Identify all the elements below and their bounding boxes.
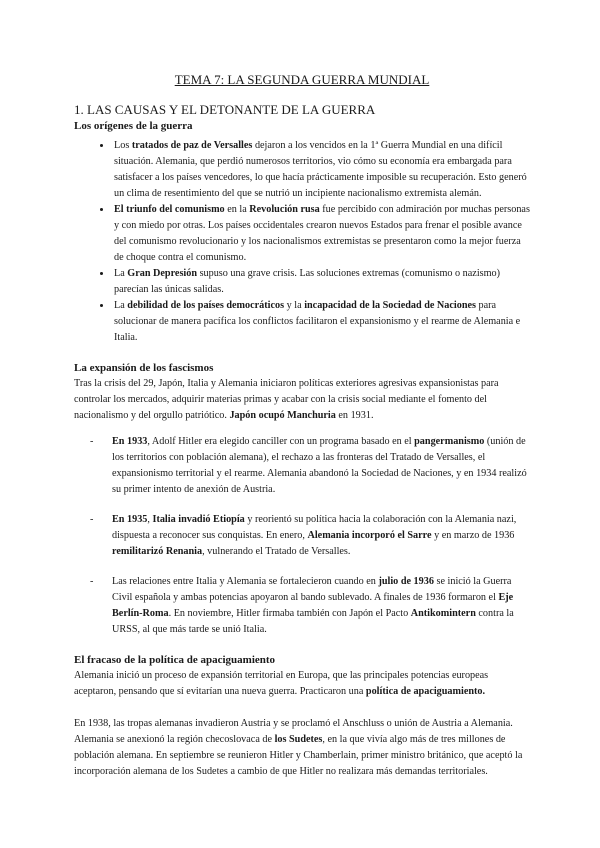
text-run: Los bbox=[114, 140, 132, 151]
text-run: , Adolf Hitler era elegido canciller con un programa basado en el bbox=[147, 436, 415, 447]
text-run: supuso una grave crisis. Las soluciones extremas (comunismo o nazismo) parecían las únicas salidas. bbox=[114, 268, 501, 295]
text-run: La bbox=[114, 268, 128, 279]
text-run: y la bbox=[284, 300, 305, 311]
text-run: se inició la Guerra Civil española y ambas potencias apoyaron al bando sublevado. A finales de 1936 formaron el bbox=[112, 576, 512, 603]
text-run: , vulnerando el Tratado de Versalles. bbox=[202, 546, 351, 557]
bold-text: Gran Depresión bbox=[127, 268, 198, 279]
text-run: En 1938, las tropas alemanas invadieron Austria y se proclamó el Anschluss o unión de Austria a Alemania. Alemania se anexionó la región checoslovaca de bbox=[74, 718, 513, 745]
document-title: TEMA 7: LA SEGUNDA GUERRA MUNDIAL bbox=[174, 72, 430, 87]
bold-text: Italia invadió Etiopía bbox=[152, 514, 245, 525]
origins-bullet-list bbox=[74, 138, 530, 346]
origins-heading: Los orígenes de la guerra bbox=[74, 120, 193, 132]
origins-bullet bbox=[112, 202, 530, 266]
appeasement-heading: El fracaso de la política de apaciguamiento bbox=[74, 654, 276, 666]
text-run: . En noviembre, Hitler firmaba también con Japón el Pacto bbox=[168, 608, 411, 619]
section-heading: 1. LAS CAUSAS Y EL DETONANTE DE LA GUERRA bbox=[74, 102, 376, 117]
text-run: para solucionar de manera pacífica los conflictos facilitaron el expansionismo y el rearme de Alemania e Italia. bbox=[114, 300, 521, 343]
text-run: en la bbox=[224, 204, 250, 215]
text-run: Alemania inició un proceso de expansión territorial en Europa, que las principales potencias europeas aceptaron, pensando que sí evitarían una nueva guerra. Practicaron una bbox=[74, 670, 489, 697]
bold-text: tratados de paz de Versalles bbox=[131, 140, 253, 151]
text-run: , en la que vivía algo más de tres millones de población alemana. En septiembre se reunieron Hitler y Chamberlain, primer ministro británico, que aceptó la incorporación alemana de los Sudetes a cambio de que Hitler no realizara más demandas territoriales. bbox=[74, 734, 523, 777]
bold-text: En 1933 bbox=[112, 436, 148, 447]
text-run: , bbox=[147, 514, 153, 525]
bold-text: julio de 1936 bbox=[378, 576, 434, 587]
fascism-item bbox=[74, 512, 530, 560]
bold-text: El triunfo del comunismo bbox=[114, 204, 225, 215]
text-run: (unión de los territorios con población alemana), el rechazo a las fronteras del Tratado de Versalles, el expansionismo territorial y el rearme. Alemania abandonó la Sociedad de Naciones, y en 1934 realizó su primer intento de anexión de Austria. bbox=[112, 436, 527, 495]
fascism-heading: La expansión de los fascismos bbox=[74, 362, 214, 374]
text-run: Tras la crisis del 29, Japón, Italia y Alemania iniciaron políticas exteriores agresivas expansionistas para controlar los mercados, adquirir materias primas y acabar con la crisis social mediante el fomento del nacionalismo y del orgullo patriótico. bbox=[74, 378, 499, 421]
bold-text: pangermanismo bbox=[414, 436, 485, 447]
fascism-dash-list bbox=[74, 434, 530, 638]
bold-text: incapacidad de la Sociedad de Naciones bbox=[304, 300, 476, 311]
bold-text: Alemania incorporó el Sarre bbox=[307, 530, 432, 541]
origins-bullet bbox=[112, 266, 530, 298]
text-run: fue percibido con admiración por muchas personas y con miedo por otras. Los países occidentales crearon nuevos Estados para frenar el posible avance del comunismo revolucionario y los nacionalismos extremistas se presentaron como la mejor fuerza de choque contra el comunismo. bbox=[114, 204, 530, 263]
text-run: contra la URSS, al que más tarde se unió Italia. bbox=[112, 608, 514, 635]
bold-text: Antikomintern bbox=[410, 608, 476, 619]
bold-text: política de apaciguamiento. bbox=[365, 686, 486, 697]
bold-text: Japón ocupó Manchuria bbox=[229, 410, 336, 421]
bold-text: los Sudetes bbox=[274, 734, 323, 745]
origins-bullet bbox=[112, 138, 530, 202]
text-run: La bbox=[114, 300, 128, 311]
text-run: Las relaciones entre Italia y Alemania se fortalecieron cuando en bbox=[112, 576, 379, 587]
bold-text: remilitarizó Renania bbox=[112, 546, 203, 557]
bold-text: En 1935 bbox=[112, 514, 148, 525]
text-run: y en marzo de 1936 bbox=[431, 530, 515, 541]
text-run: dejaron a los vencidos en la 1ª Guerra Mundial en una difícil situación. Alemania, que perdió numerosos territorios, vio cómo su economía era embargada para satisfacer a los países vencedores, lo que hacía prácticamente imposible su recuperación. Esto generó un clima de resentimiento del que se nutrió un incipiente nacionalismo extremista alemán. bbox=[114, 140, 527, 199]
text-run: en 1931. bbox=[335, 410, 374, 421]
bold-text: debilidad de los países democráticos bbox=[127, 300, 285, 311]
appeasement-paragraph-2 bbox=[74, 716, 530, 780]
bold-text: Revolución rusa bbox=[249, 204, 320, 215]
text-run: y reorientó su política hacia la colaboración con la Alemania nazi, dispuesta a reconocer sus conquistas. En enero, bbox=[112, 514, 517, 541]
appeasement-paragraph-1 bbox=[74, 668, 530, 700]
fascism-item bbox=[74, 574, 530, 638]
fascism-intro bbox=[74, 376, 530, 424]
fascism-item bbox=[74, 434, 530, 498]
bold-text: Eje Berlín-Roma bbox=[112, 592, 514, 619]
origins-bullet bbox=[112, 298, 530, 346]
